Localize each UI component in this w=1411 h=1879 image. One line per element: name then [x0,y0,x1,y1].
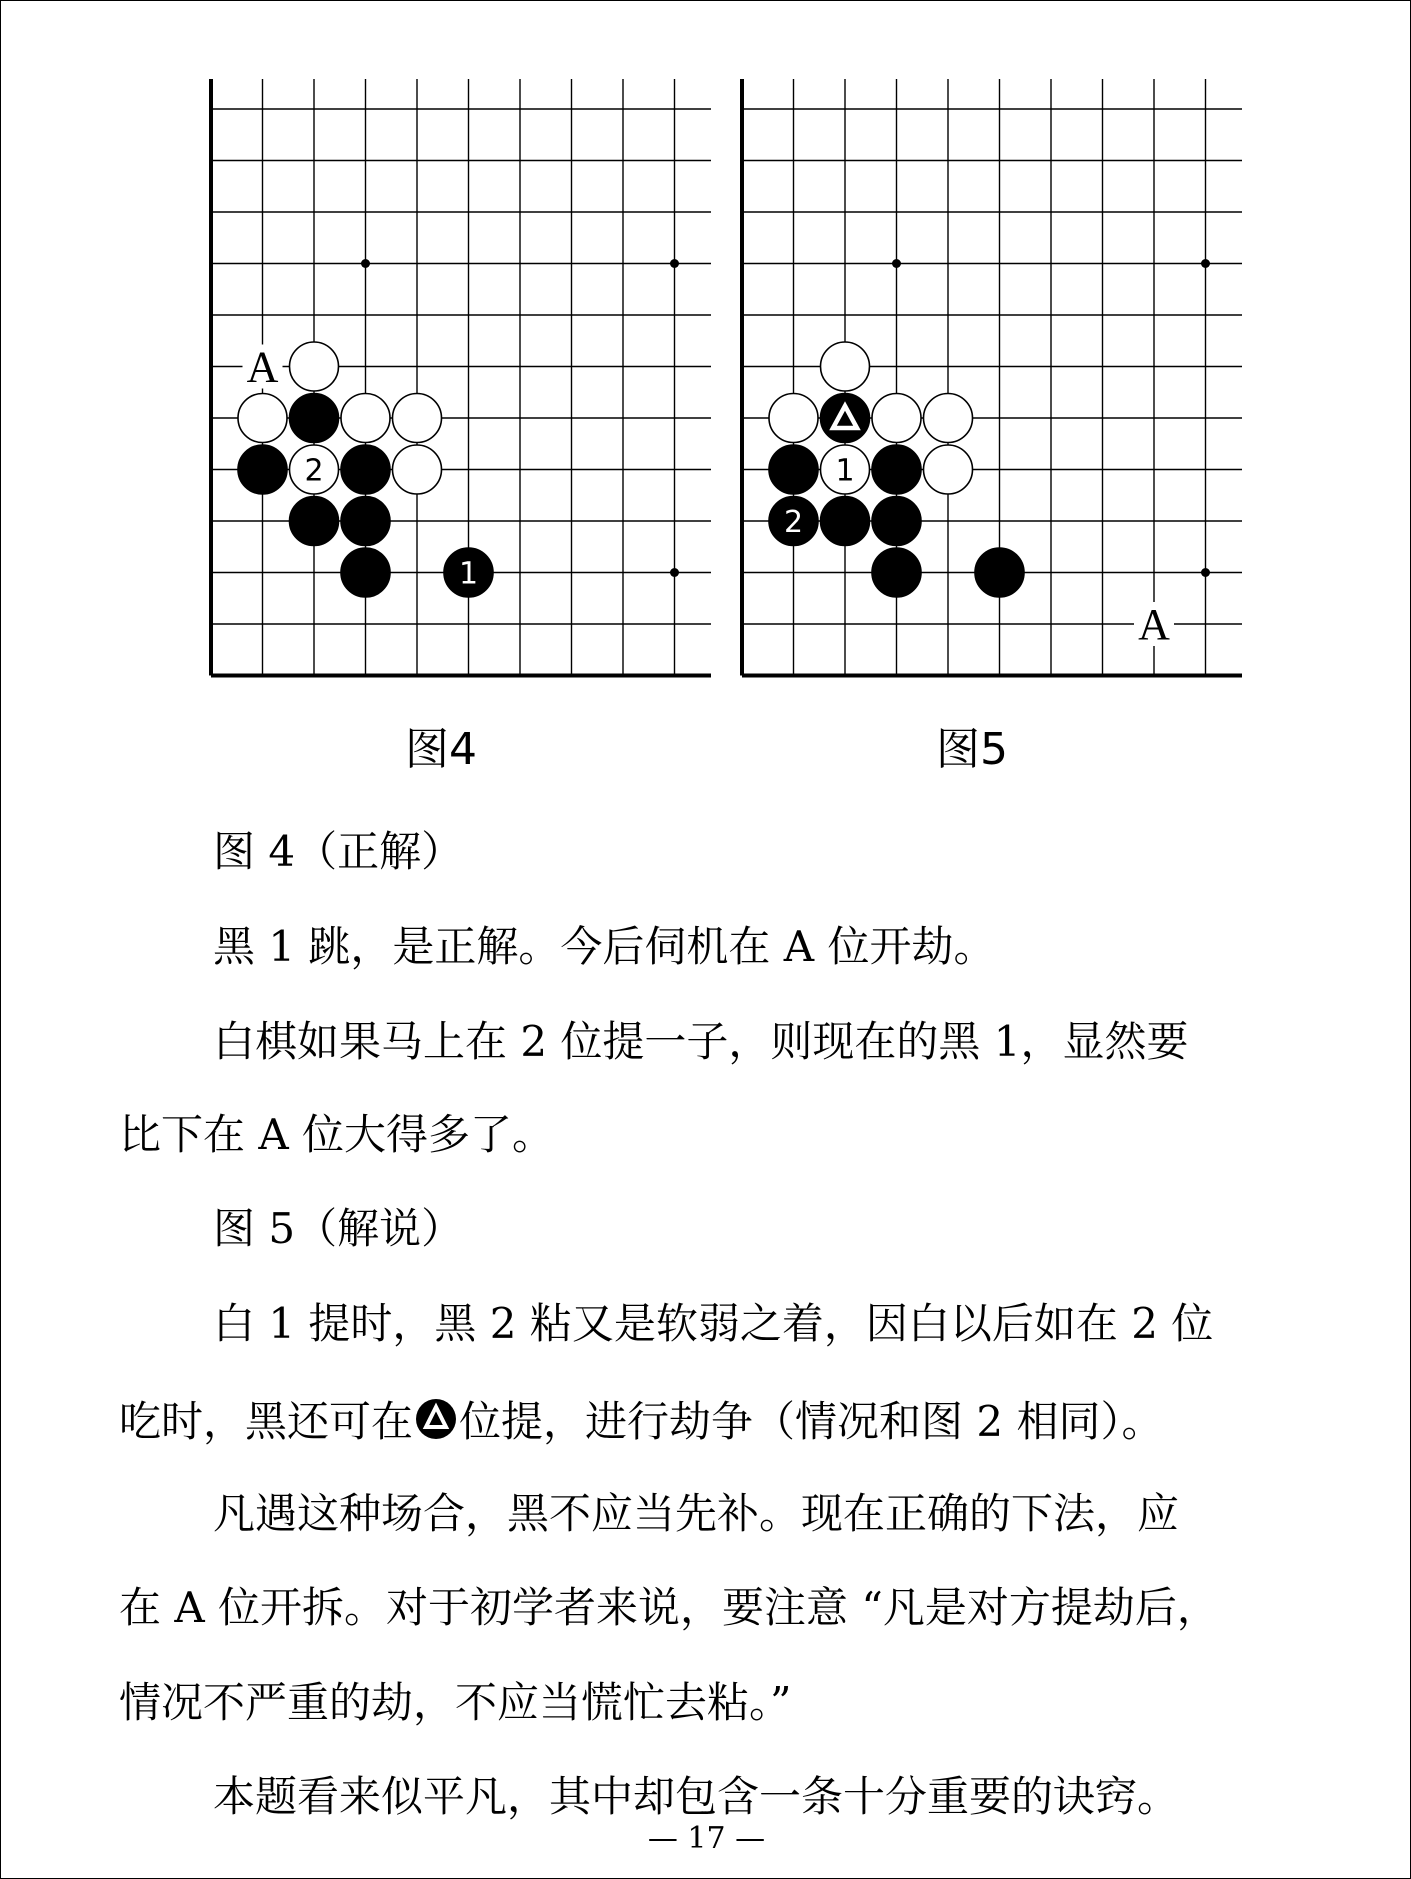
black-stone [872,497,921,546]
white-stone [769,394,818,443]
black-stone [290,394,339,443]
board-letter: A [246,342,279,392]
black-stone [290,497,339,546]
star-point [1201,259,1210,268]
stone-number: 2 [783,505,804,540]
white-stone [924,445,973,494]
star-point [361,259,370,268]
paragraph-4-line-3: 情况不严重的劫，不应当慌忙去粘。” [119,1678,792,1727]
star-point [1201,568,1210,577]
black-stone [341,548,390,597]
white-stone [290,342,339,391]
paragraph-2-line-1: 白棋如果马上在 2 位提一子，则现在的黑 1，显然要 [213,1017,1189,1066]
stone-number: 1 [835,453,855,489]
figure-5-heading: 图 5（解说） [213,1204,464,1253]
paragraph-4-line-2: 在 A 位开拆。对于初学者来说，要注意 “凡是对方提劫后， [119,1583,1219,1632]
paragraph-3-line-2 [119,1397,1299,1446]
stone-number: 1 [458,556,479,592]
black-stone [769,445,818,494]
paragraph-3-line-1: 白 1 提时，黑 2 粘又是软弱之着，因白以后如在 2 位 [213,1299,1214,1348]
figure-4-heading: 图 4（正解） [213,827,464,876]
stone-number: 2 [304,453,324,489]
triangle-stone-icon [415,1398,457,1440]
star-point [670,259,679,268]
paragraph-3-line-2-start: 吃时，黑还可在 [119,1397,414,1446]
star-point [670,568,679,577]
paragraph-3-line-2-end: 位提，进行劫争（情况和图 2 相同）。 [459,1397,1164,1446]
go-board-figure-4 [201,79,711,689]
black-stone [341,497,390,546]
white-stone [924,394,973,443]
black-stone [872,445,921,494]
figure-4-label: 图4 [405,724,477,775]
white-stone [341,394,390,443]
white-stone [821,342,870,391]
black-stone [821,394,870,443]
go-board-figure-5 [732,79,1242,689]
white-stone [238,394,287,443]
black-stone [975,548,1024,597]
paragraph-4-line-1: 凡遇这种场合，黑不应当先补。现在正确的下法，应 [213,1489,1180,1538]
figure-5-label: 图5 [936,724,1008,775]
paragraph-5: 本题看来似平凡，其中却包含一条十分重要的诀窍。 [213,1772,1180,1821]
white-stone [393,445,442,494]
black-stone [821,497,870,546]
black-stone [872,548,921,597]
black-stone [341,445,390,494]
white-stone [872,394,921,443]
white-stone [393,394,442,443]
star-point [892,259,901,268]
black-stone [238,445,287,494]
paragraph-2-line-2: 比下在 A 位大得多了。 [119,1110,555,1159]
page-number: — 17 — [647,1821,766,1856]
paragraph-1: 黑 1 跳，是正解。今后伺机在 A 位开劫。 [213,922,996,971]
board-letter: A [1138,600,1170,649]
